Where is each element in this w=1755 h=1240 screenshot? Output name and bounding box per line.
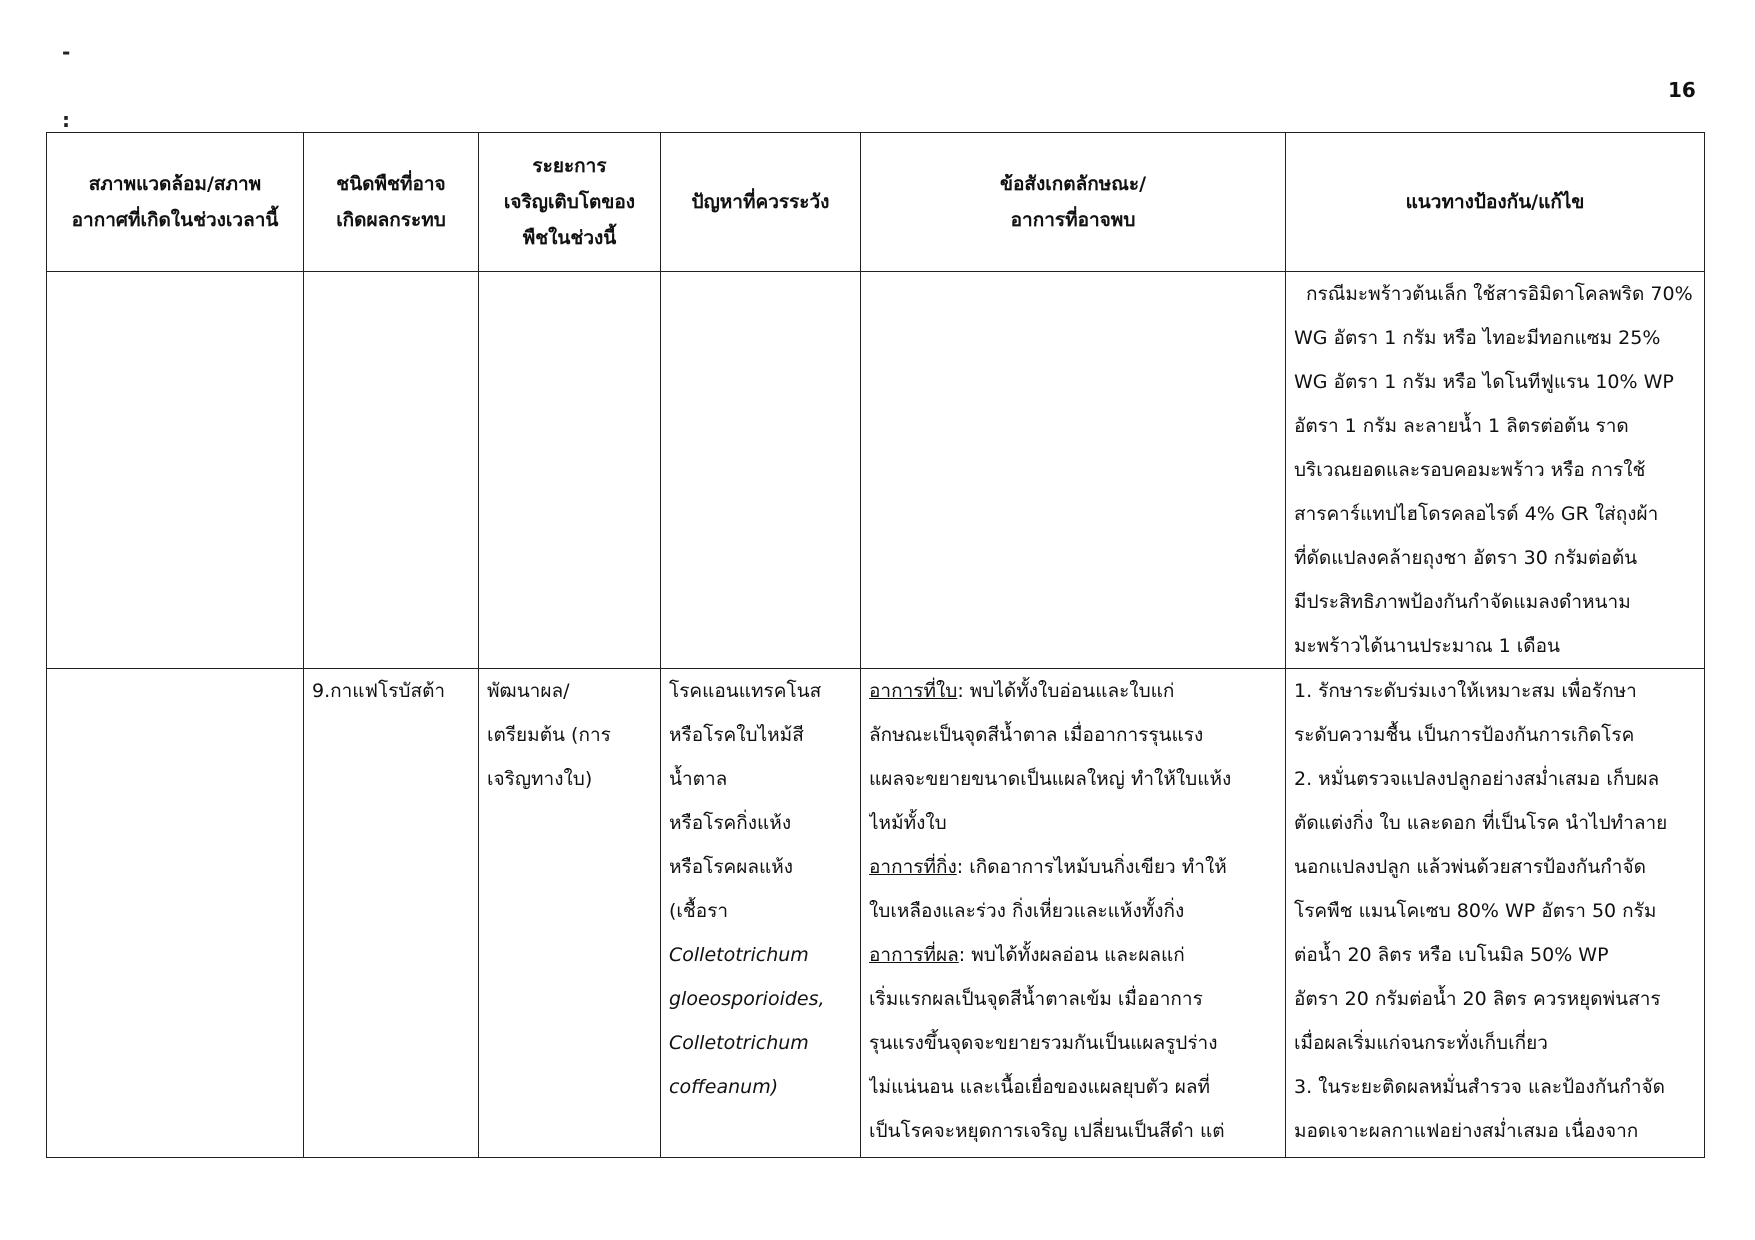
cell-symptoms xyxy=(861,272,1286,669)
cell-problem xyxy=(661,272,861,669)
header-row xyxy=(47,133,1705,272)
cell-crop: 9.กาแฟโรบัสต้า xyxy=(304,669,479,1158)
table-row xyxy=(47,669,1705,1158)
corner-mark-dash: - xyxy=(62,40,71,64)
cell-environment xyxy=(47,669,304,1158)
header-prevention: แนวทางป้องกัน/แก้ไข xyxy=(1286,133,1705,272)
pest-advisory-table xyxy=(46,132,1705,1158)
branch-symptom-label: อาการที่กิ่ง xyxy=(869,856,957,878)
header-problem: ปัญหาที่ควรระวัง xyxy=(661,133,861,272)
page-number: 16 xyxy=(1668,78,1696,102)
leaf-symptom-label: อาการที่ใบ xyxy=(869,680,958,702)
corner-mark-colon: : xyxy=(62,108,70,132)
leaf-symptom-heading: อาการที่ใบ: พบได้ทั้งใบอ่อนและใบแก่ xyxy=(869,680,1175,702)
header-crop: ชนิดพืชที่อาจ เกิดผลกระทบ xyxy=(304,133,479,272)
fruit-symptom-label: อาการที่ผล xyxy=(869,944,959,966)
cell-prevention: กรณีมะพร้าวต้นเล็ก ใช้สารอิมิดาโคลพริด 70% WG อัตรา 1 กรัม หรือ ไทอะมีทอกแซม 25% WG อัตรา 1 กรัม หรือ ไดโนทีฟูแรน 10% WP อัตรา 1 กรัม ละลายน้ำ 1 ลิตรต่อต้น ราด บริเวณยอดและรอบคอมะพร้าว หรือ การใช้ สารคาร์แทปไฮโดรคลอไรด์ 4% GR ใส่ถุงผ้า ที่ดัดแปลงคล้ายถุงชา อัตรา 30 กรัมต่อต้น มีประสิทธิภาพป้องกันกำจัดแมลงดำหนาม มะพร้าวได้นานประมาณ 1 เดือน xyxy=(1286,272,1705,669)
cell-stage xyxy=(479,272,661,669)
header-environment: สภาพแวดล้อม/สภาพ อากาศที่เกิดในช่วงเวลานี้ xyxy=(47,133,304,272)
cell-prevention: 1. รักษาระดับร่มเงาให้เหมาะสม เพื่อรักษา ระดับความชื้น เป็นการป้องกันการเกิดโรค 2. หมั่นตรวจแปลงปลูกอย่างสม่ำเสมอ เก็บผล ตัดแต่งกิ่ง ใบ และดอก ที่เป็นโรค นำไปทำลาย นอกแปลงปลูก แล้วพ่นด้วยสารป้องกันกำจัด โรคพืช แมนโคเซบ 80% WP อัตรา 50 กรัม ต่อน้ำ 20 ลิตร หรือ เบโนมิล 50% WP อัตรา 20 กรัมต่อน้ำ 20 ลิตร ควรหยุดพ่นสาร เมื่อผลเริ่มแก่จนกระทั่งเก็บเกี่ยว 3. ในระยะติดผลหมั่นสำรวจ และป้องกันกำจัด มอดเจาะผลกาแฟอย่างสม่ำเสมอ เนื่องจาก xyxy=(1286,669,1705,1158)
cell-environment xyxy=(47,272,304,669)
table-row xyxy=(47,272,1705,669)
pathogen-name: gloeosporioides, xyxy=(669,988,825,1010)
branch-symptom-heading: อาการที่กิ่ง: เกิดอาการไหม้บนกิ่งเขียว ทำให้ xyxy=(869,856,1227,878)
cell-stage: พัฒนาผล/ เตรียมต้น (การ เจริญทางใบ) xyxy=(479,669,661,1158)
pathogen-name: coffeanum) xyxy=(669,1076,779,1098)
header-symptoms: ข้อสังเกตลักษณะ/ อาการที่อาจพบ xyxy=(861,133,1286,272)
cell-crop xyxy=(304,272,479,669)
cell-problem: โรคแอนแทรคโนส หรือโรคใบไหม้สี น้ำตาล หรือโรคกิ่งแห้ง หรือโรคผลแห้ง (เชื้อรา Colletotrichum gloeosporioides, Colletotrichum coffeanum) xyxy=(661,669,861,1158)
cell-symptoms: อาการที่ใบ: พบได้ทั้งใบอ่อนและใบแก่ ลักษณะเป็นจุดสีน้ำตาล เมื่ออาการรุนแรง แผลจะขยายขนาดเป็นแผลใหญ่ ทำให้ใบแห้ง ไหม้ทั้งใบ อาการที่กิ่ง: เกิดอาการไหม้บนกิ่งเขียว ทำให้ ใบเหลืองและร่วง กิ่งเหี่ยวและแห้งทั้งกิ่ง อาการที่ผล: พบได้ทั้งผลอ่อน และผลแก่ เริ่มแรกผลเป็นจุดสีน้ำตาลเข้ม เมื่ออาการ รุนแรงขึ้นจุดจะขยายรวมกันเป็นแผลรูปร่าง ไม่แน่นอน และเนื้อเยื่อของแผลยุบตัว ผลที่ เป็นโรคจะหยุดการเจริญ เปลี่ยนเป็นสีดำ แต่ xyxy=(861,669,1286,1158)
fruit-symptom-heading: อาการที่ผล: พบได้ทั้งผลอ่อน และผลแก่ xyxy=(869,944,1185,966)
header-stage: ระยะการ เจริญเติบโตของ พืชในช่วงนี้ xyxy=(479,133,661,272)
pathogen-name: Colletotrichum xyxy=(669,944,809,966)
pathogen-name: Colletotrichum xyxy=(669,1032,809,1054)
